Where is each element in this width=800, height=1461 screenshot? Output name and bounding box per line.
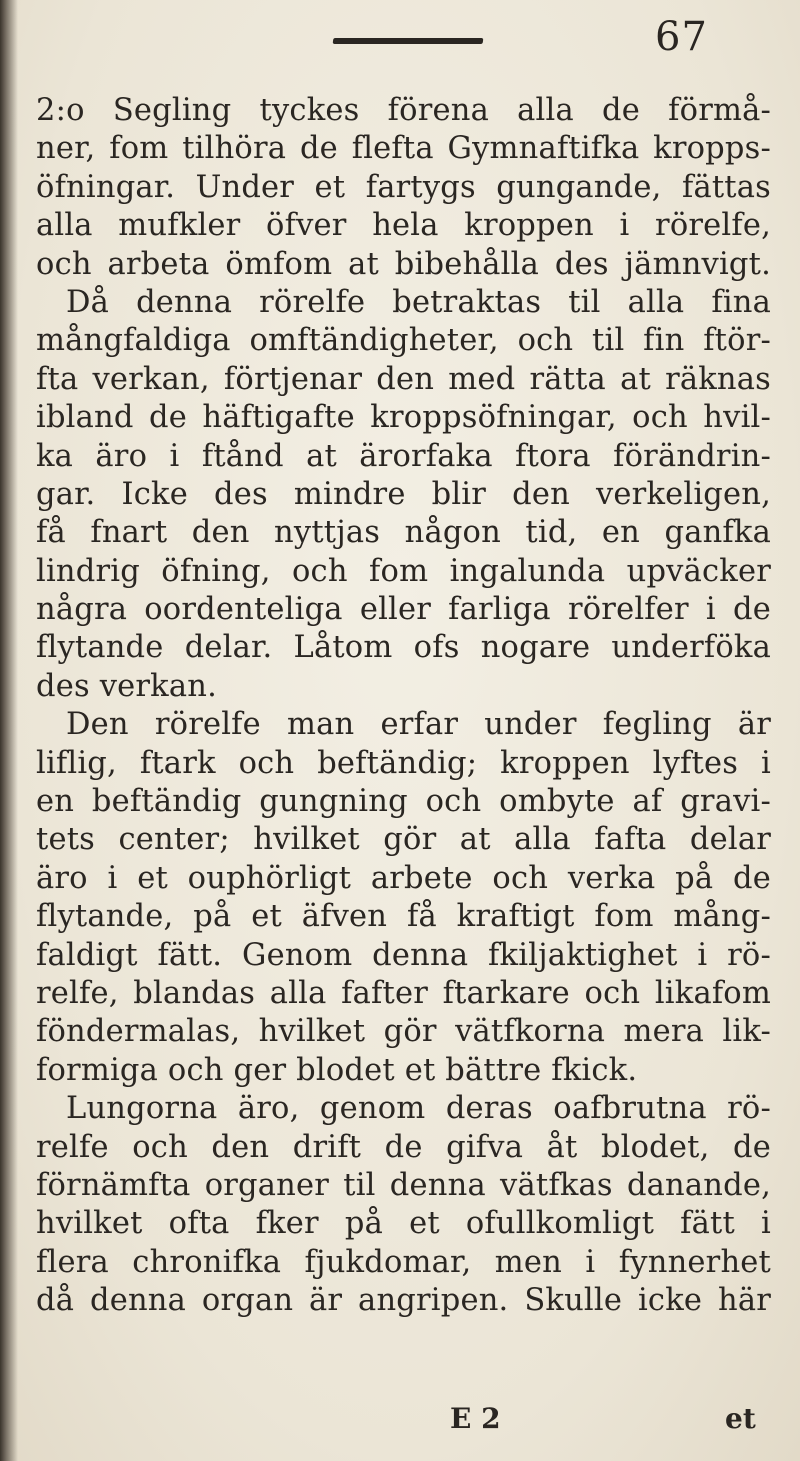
signature-mark: E 2: [450, 1402, 501, 1435]
text-line: en beftändig gungning och ombyte af gravi-: [36, 784, 771, 820]
text-line: mångfaldiga omftändigheter, och til fin ftör-: [36, 323, 771, 359]
text-line: tets center; hvilket gör at alla fafta delar: [36, 822, 771, 858]
catchword: et: [725, 1402, 756, 1435]
text-line: gar. Icke des mindre blir den verkeligen,: [36, 476, 771, 512]
text-line: des verkan.: [36, 668, 217, 704]
text-line: föndermalas, hvilket gör vätfkorna mera lik-: [36, 1014, 771, 1050]
text-line: relfe, blandas alla fafter ftarkare och likafom: [36, 975, 771, 1011]
body-text: [36, 92, 771, 1321]
text-line: ibland de häftigafte kroppsöfningar, och hvil-: [36, 400, 771, 436]
text-line: liflig, ftark och beftändig; kroppen lyftes i: [36, 745, 771, 781]
text-line: 2:o Segling tyckes förena alla de förmå-: [36, 93, 771, 128]
text-line: Den rörelfe man erfar under fegling är: [66, 707, 771, 743]
text-line: flera chronifka fjukdomar, men i fynnerhet: [36, 1244, 771, 1280]
header-rule: [333, 38, 484, 44]
text-line: Då denna rörelfe betraktas til alla fina: [66, 284, 771, 320]
text-line: förnämfta organer til denna vätfkas danande,: [36, 1167, 771, 1203]
text-line: få fnart den nyttjas någon tid, en ganfka: [36, 515, 771, 551]
text-line: fta verkan, förtjenar den med rätta at räknas: [36, 361, 771, 397]
text-line: flytande, på et äfven få kraftigt fom mång-: [36, 899, 771, 935]
text-line: öfningar. Under et fartygs gungande, fättas: [36, 169, 771, 205]
text-line: ka äro i ftånd at ärorfaka ftora förändrin-: [36, 438, 771, 474]
text-line: och arbeta ömfom at bibehålla des jämnvigt.: [36, 246, 771, 282]
text-line: ner, fom tilhöra de flefta Gymnaftifka kropps-: [36, 131, 771, 167]
text-line: Lungorna äro, genom deras oafbrutna rö-: [66, 1091, 771, 1127]
text-line: flytande delar. Låtom ofs nogare underföka: [36, 630, 771, 666]
text-line: då denna organ är angripen. Skulle icke här: [36, 1283, 771, 1319]
text-line: faldigt fätt. Genom denna fkiljaktighet i rö-: [36, 937, 771, 973]
binding-shadow: [0, 0, 18, 1461]
text-line: alla mufkler öfver hela kroppen i rörelfe,: [36, 208, 771, 244]
text-line: lindrig öfning, och fom ingalunda upväcker: [36, 553, 771, 589]
text-line: formiga och ger blodet et bättre fkick.: [36, 1052, 638, 1088]
page-number: 67: [655, 14, 708, 60]
text-line: äro i et ouphörligt arbete och verka på de: [36, 860, 771, 896]
text-line: hvilket ofta fker på et ofullkomligt fätt i: [36, 1206, 771, 1242]
text-line: relfe och den drift de gifva åt blodet, de: [36, 1129, 771, 1165]
text-line: några oordenteliga eller farliga rörelfer i de: [36, 592, 771, 628]
